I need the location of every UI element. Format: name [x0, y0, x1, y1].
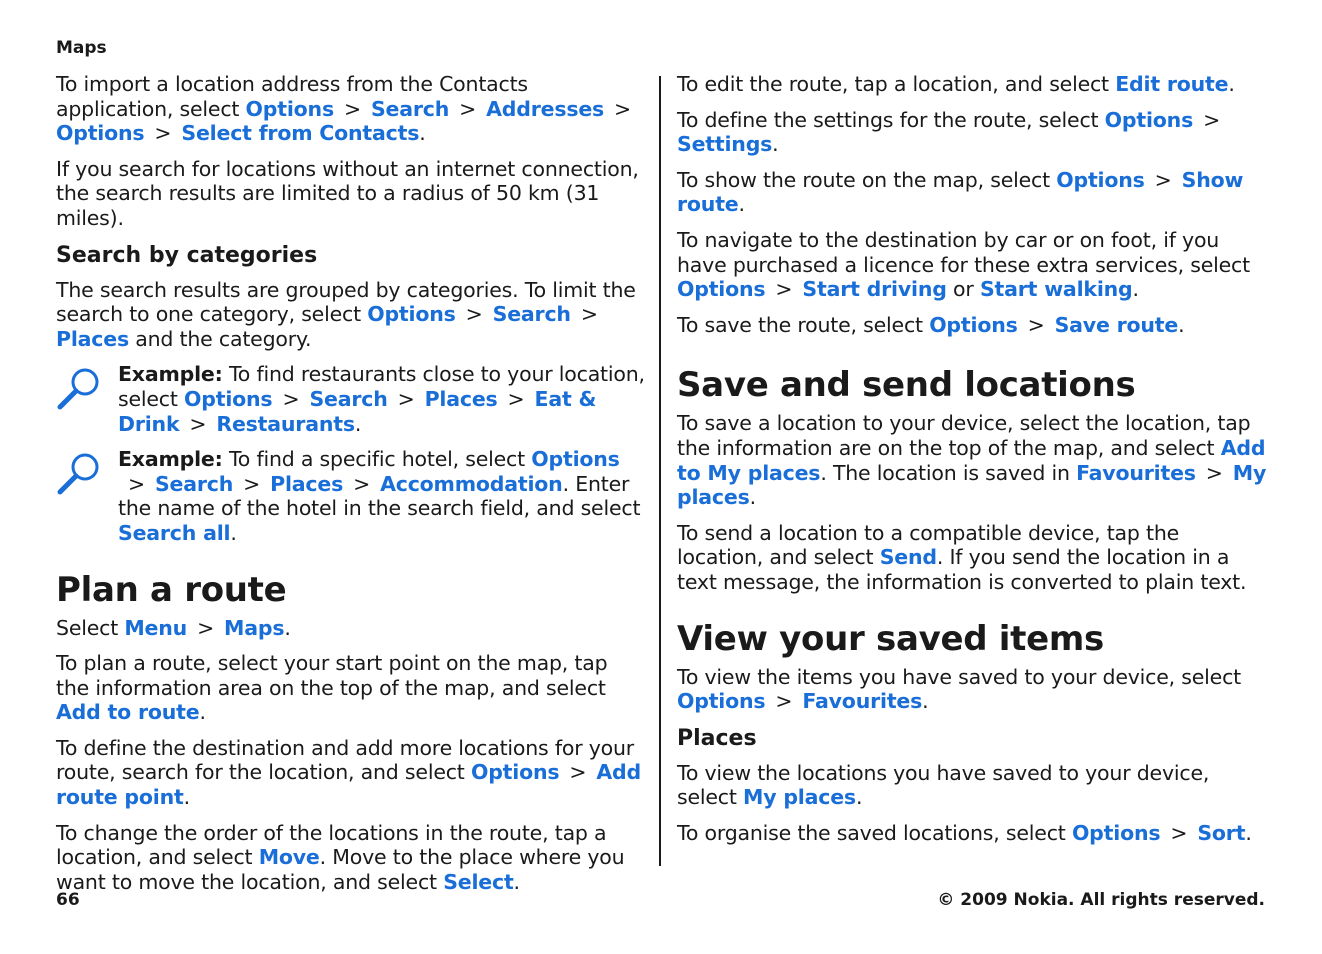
text: .: [738, 192, 745, 217]
menu-separator: >: [353, 471, 371, 496]
page-number: 66: [56, 890, 80, 910]
menu-link-save-route[interactable]: Save route: [1054, 312, 1179, 337]
menu-link-options[interactable]: Options: [470, 760, 560, 785]
menu-separator: >: [507, 386, 525, 411]
text: To define the settings for the route, select: [677, 107, 1105, 132]
organise-locations-paragraph: [677, 821, 1269, 846]
text: .: [183, 785, 190, 810]
select-maps-paragraph: [56, 616, 646, 641]
text: To save the route, select: [677, 312, 930, 337]
menu-link-sort[interactable]: Sort: [1197, 820, 1246, 845]
menu-separator: >: [459, 96, 477, 121]
text: To show the route on the map, select: [677, 167, 1057, 192]
menu-link-options[interactable]: Options: [184, 386, 273, 411]
left-column: [56, 72, 646, 905]
text: . The location is saved in: [820, 460, 1077, 485]
text: To find a specific hotel, select: [222, 447, 532, 472]
menu-link-options[interactable]: Options: [929, 312, 1018, 337]
magnifier-icon: [56, 366, 102, 412]
menu-separator: >: [465, 302, 483, 327]
menu-link-select-from-contacts[interactable]: Select from Contacts: [181, 121, 420, 146]
text: . Move to the place where you want to move the location, and select: [56, 845, 625, 894]
text: .: [749, 485, 756, 510]
example-label: Example:: [118, 362, 223, 387]
menu-link-select[interactable]: Select: [443, 869, 514, 894]
magnifier-icon: [56, 451, 102, 497]
menu-link-accommodation[interactable]: Accommodation: [380, 471, 563, 496]
navigate-paragraph: [677, 228, 1269, 302]
menu-link-move[interactable]: Move: [258, 845, 320, 870]
example-hotel-text: [118, 447, 646, 545]
menu-link-maps[interactable]: Maps: [224, 615, 285, 640]
import-contacts-paragraph: [56, 72, 646, 146]
menu-link-restaurants[interactable]: Restaurants: [216, 411, 355, 436]
menu-link-options[interactable]: Options: [367, 302, 456, 327]
places-heading: Places: [677, 725, 757, 751]
search-by-categories-heading: Search by categories: [56, 242, 318, 268]
text: .: [513, 869, 520, 894]
menu-link-add-to-my-places[interactable]: Add to My places: [677, 435, 1266, 485]
menu-link-search-all[interactable]: Search all: [118, 520, 231, 545]
menu-separator: >: [1170, 820, 1188, 845]
example-restaurants-text: [118, 362, 646, 436]
menu-link-favourites[interactable]: Favourites: [802, 689, 923, 714]
menu-link-search[interactable]: Search: [154, 471, 234, 496]
menu-link-places[interactable]: Places: [424, 386, 498, 411]
text: To save a location to your device, select the location, tap the information are on the top of the map, and select: [677, 411, 1251, 460]
menu-separator: >: [282, 386, 300, 411]
menu-separator: >: [1027, 312, 1045, 337]
menu-separator: >: [128, 471, 145, 496]
text: .: [419, 121, 426, 146]
text: To view the items you have saved to your device, select: [677, 664, 1241, 689]
save-send-locations-heading: Save and send locations: [677, 365, 1136, 406]
menu-link-add-to-route[interactable]: Add to route: [56, 700, 200, 725]
categories-paragraph: [56, 278, 646, 352]
menu-separator: >: [775, 689, 793, 714]
text: To define the destination and add more locations for your route, search for the location, and select: [56, 735, 635, 785]
menu-separator: >: [343, 96, 361, 121]
text: and the category.: [128, 326, 312, 351]
menu-separator: >: [614, 96, 632, 121]
menu-link-options[interactable]: Options: [1056, 167, 1145, 192]
menu-link-options[interactable]: Options: [56, 121, 145, 146]
text: To import a location address from the Contacts application, select: [56, 72, 528, 121]
menu-separator: >: [243, 471, 261, 496]
example-label: Example:: [118, 447, 223, 472]
menu-link-options[interactable]: Options: [677, 689, 766, 714]
page-header: Maps: [56, 38, 107, 58]
menu-separator: >: [1205, 460, 1223, 485]
menu-link-search[interactable]: Search: [309, 386, 388, 411]
text: To find restaurants close to your location, select: [118, 362, 645, 411]
change-order-paragraph: [56, 821, 646, 895]
copyright-notice: © 2009 Nokia. All rights reserved.: [937, 890, 1265, 910]
menu-link-favourites[interactable]: Favourites: [1076, 460, 1196, 485]
menu-link-eat-drink[interactable]: Eat & Drink: [118, 386, 597, 436]
column-divider: [659, 76, 661, 866]
menu-separator: >: [1203, 107, 1221, 132]
text: .: [772, 132, 779, 157]
text: .: [1132, 277, 1139, 302]
menu-link-options[interactable]: Options: [531, 447, 620, 472]
menu-link-add-route-point[interactable]: Add route point: [56, 760, 641, 810]
save-route-paragraph: [677, 313, 1269, 338]
plan-route-paragraph: [56, 651, 646, 725]
menu-separator: >: [397, 386, 415, 411]
define-destination-paragraph: [56, 736, 646, 810]
menu-link-start-walking[interactable]: Start walking: [979, 277, 1133, 302]
menu-link-options[interactable]: Options: [245, 96, 334, 121]
menu-link-my-places[interactable]: My places: [743, 785, 856, 810]
offline-search-paragraph: If you search for locations without an internet connection, the search results are limited to a radius of 50 km (31 miles).: [56, 156, 639, 230]
text: .: [230, 520, 237, 545]
view-locations-paragraph: [677, 761, 1269, 810]
menu-separator: >: [569, 760, 587, 785]
text: .: [1245, 820, 1252, 845]
menu-link-options[interactable]: Options: [677, 277, 766, 302]
text: .: [1228, 72, 1235, 96]
text: To plan a route, select your start point on the map, tap the information area on the top of the map, and select: [56, 651, 608, 700]
text: .: [284, 615, 291, 640]
text: To view the locations you have saved to your device, select: [677, 760, 1210, 810]
edit-route-paragraph: [677, 72, 1269, 97]
text: or: [946, 277, 980, 302]
example-restaurants: [56, 362, 646, 436]
menu-separator: >: [189, 411, 207, 436]
menu-separator: >: [1154, 167, 1172, 192]
right-column: [677, 72, 1269, 856]
text: .: [1178, 312, 1185, 337]
text: To send a location to a compatible device, tap the location, and select: [677, 520, 1180, 570]
text: To change the order of the locations in the route, tap a location, and select: [56, 820, 607, 870]
menu-link-my-places[interactable]: My places: [677, 460, 1267, 510]
menu-link-menu[interactable]: Menu: [124, 615, 188, 640]
menu-link-search[interactable]: Search: [370, 96, 450, 121]
menu-link-send[interactable]: Send: [879, 545, 937, 570]
menu-link-places[interactable]: Places: [56, 326, 129, 351]
show-route-paragraph: [677, 168, 1269, 217]
text: To edit the route, tap a location, and select: [677, 72, 1116, 96]
text: .: [199, 700, 206, 725]
save-location-paragraph: [677, 411, 1269, 509]
text: .: [855, 785, 863, 810]
menu-link-search[interactable]: Search: [492, 302, 571, 327]
send-location-paragraph: [677, 521, 1269, 595]
text: . Enter the name of the hotel in the search field, and select: [118, 471, 641, 521]
menu-separator: >: [197, 615, 215, 640]
menu-separator: >: [154, 121, 172, 146]
menu-link-show-route[interactable]: Show route: [677, 167, 1244, 217]
text: To navigate to the destination by car or on foot, if you have purchased a licence for these extra services, select: [677, 227, 1250, 277]
menu-separator: >: [580, 302, 598, 327]
text: .: [922, 689, 929, 714]
menu-link-options[interactable]: Options: [1071, 820, 1161, 845]
route-settings-paragraph: [677, 108, 1269, 157]
text: .: [354, 411, 362, 436]
text: To organise the saved locations, select: [677, 820, 1072, 845]
menu-link-start-driving[interactable]: Start driving: [802, 277, 947, 302]
menu-separator: >: [775, 277, 793, 302]
menu-link-places[interactable]: Places: [270, 471, 344, 496]
menu-link-settings[interactable]: Settings: [677, 132, 773, 157]
view-items-paragraph: [677, 665, 1269, 714]
text: The search results are grouped by categories. To limit the search to one category, select: [56, 277, 636, 327]
text: Select: [56, 615, 125, 640]
menu-link-edit-route[interactable]: Edit route: [1115, 72, 1229, 96]
menu-link-addresses[interactable]: Addresses: [486, 96, 605, 121]
text: . If you send the location in a text message, the information is converted to plain text.: [677, 545, 1247, 594]
example-hotel: [56, 447, 646, 545]
view-saved-items-heading: View your saved items: [677, 618, 1104, 659]
menu-link-options[interactable]: Options: [1104, 107, 1194, 132]
plan-a-route-heading: Plan a route: [56, 569, 287, 610]
